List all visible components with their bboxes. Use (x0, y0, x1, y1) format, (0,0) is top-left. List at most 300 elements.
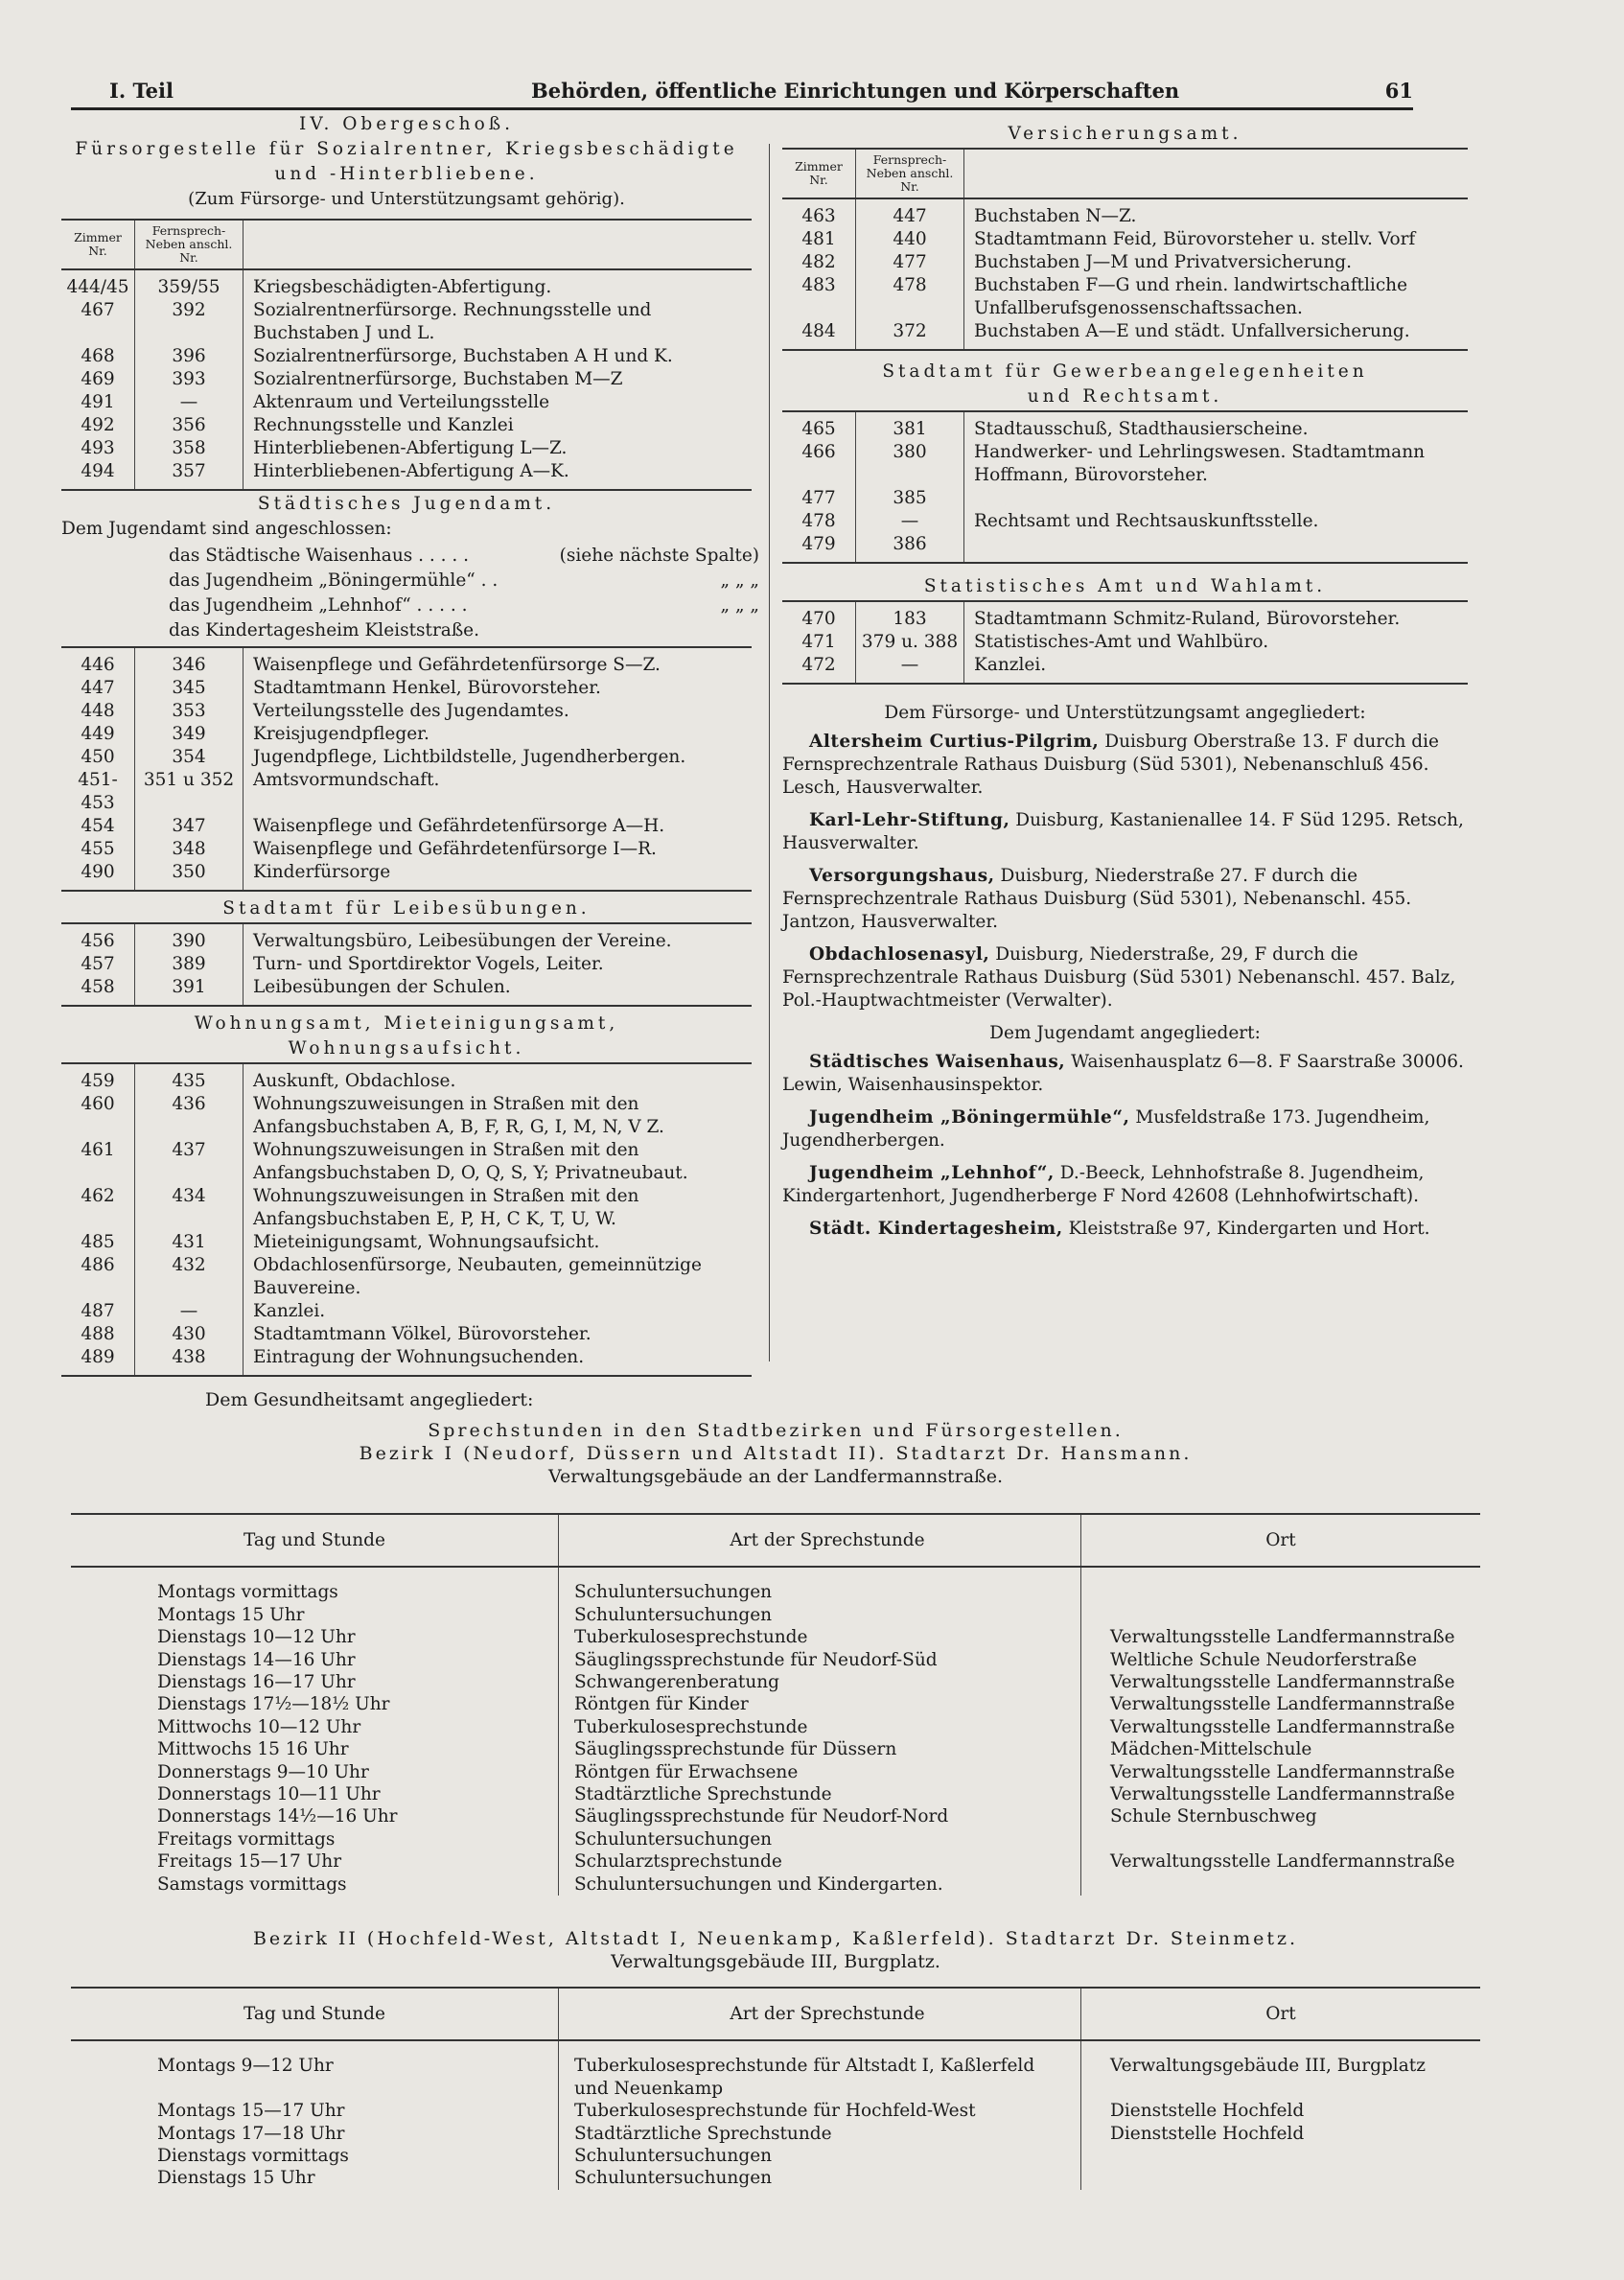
table-rule (782, 349, 1468, 351)
col-header-type: Art der Sprechstunde (559, 1514, 1081, 1567)
phone-extension: 353 (135, 700, 244, 723)
room-number: 461 (81, 1140, 115, 1160)
table-row (71, 1783, 1480, 1805)
table-row (61, 1139, 752, 1185)
type-cell: Schwangerenberatung (559, 1671, 1081, 1693)
phone-extension: 477 (856, 251, 964, 274)
room-table (782, 412, 1468, 562)
phone-extension: 357 (135, 460, 244, 489)
time-cell: Montags 15—17 Uhr (157, 2101, 345, 2122)
header-rule (71, 107, 1413, 110)
room-number: 450 (81, 747, 115, 767)
institution-details: Duisburg, Niederstraße 27. F durch die Fernsprechzentrale Rathaus Duisburg (Süd 5301), Nebenanschl. 455. Jantzon, Hausverwalter. (782, 866, 1412, 932)
time-cell: Freitags vormittags (157, 1828, 336, 1850)
time-cell: Mittwochs 10—12 Uhr (157, 1716, 361, 1737)
room-number: 487 (81, 1301, 115, 1321)
list-item (169, 570, 759, 593)
phone-extension: 372 (856, 320, 964, 349)
col-header-phone: Fernsprech-Neben anschl. Nr. (856, 149, 964, 198)
table-row (61, 414, 752, 437)
table-row (61, 437, 752, 460)
room-number: 486 (81, 1255, 115, 1275)
type-cell: Röntgen für Erwachsene (559, 1761, 1081, 1783)
type-cell: Schuluntersuchungen (559, 2167, 1081, 2189)
bezirk-1-building: Verwaltungsgebäude an der Landfermannstraße. (548, 1466, 1003, 1487)
institution-name: Versorgungshaus, (809, 866, 995, 886)
phone-extension: 438 (135, 1346, 244, 1375)
time-cell: Dienstags 10—12 Uhr (157, 1627, 356, 1648)
table-row (71, 1671, 1480, 1693)
phone-extension: 431 (135, 1231, 244, 1254)
room-number: 459 (81, 1071, 115, 1091)
health-section (71, 1388, 1480, 1488)
table-row (61, 368, 752, 391)
attached-list (167, 543, 761, 644)
room-description: Kriegsbeschädigten-Abfertigung. (253, 277, 552, 297)
type-cell: Tuberkulosesprechstunde für Hochfeld-West (559, 2100, 1081, 2122)
table-row (61, 1064, 752, 1093)
place-cell: Verwaltungsstelle Landfermannstraße (1081, 1716, 1481, 1738)
room-number: 469 (81, 369, 115, 389)
room-number: 466 (801, 442, 836, 462)
type-cell: Schuluntersuchungen (559, 1567, 1081, 1603)
room-description: Hinterbliebenen-Abfertigung A—K. (253, 461, 569, 481)
place-cell (1081, 2167, 1481, 2189)
room-number: 468 (81, 346, 115, 366)
institution-entry (782, 1106, 1468, 1152)
room-number: 482 (801, 252, 836, 272)
place-cell: Verwaltungsstelle Landfermannstraße (1081, 1626, 1481, 1648)
room-number: 447 (81, 678, 115, 698)
place-cell: Verwaltungsstelle Landfermannstraße (1081, 1783, 1481, 1805)
table-row (61, 269, 752, 299)
room-number: 471 (801, 632, 836, 652)
room-description: Obdachlosenfürsorge, Neubauten, gemeinnützige Bauvereine. (253, 1255, 702, 1298)
table-row (71, 1873, 1480, 1896)
place-cell: Dienststelle Hochfeld (1081, 2100, 1481, 2122)
room-description: Verwaltungsbüro, Leibesübungen der Vereine. (253, 931, 672, 951)
type-cell: Tuberkulosesprechstunde (559, 1626, 1081, 1648)
bezirk-2-title: Bezirk II (Hochfeld-West, Altstadt I, Neuenkamp, Kaßlerfeld). Stadtarzt Dr. Steinmetz. (252, 1928, 1299, 1949)
place-cell (1081, 2145, 1481, 2167)
section-title: Stadtamt für Leibesübungen. (222, 898, 591, 919)
type-cell: Tuberkulosesprechstunde (559, 1716, 1081, 1738)
place-cell: Verwaltungsstelle Landfermannstraße (1081, 1850, 1481, 1873)
phone-extension: 359/55 (135, 269, 244, 299)
table-row (61, 746, 752, 769)
room-description: Wohnungszuweisungen in Straßen mit den Anfangsbuchstaben A, B, F, R, G, I, M, N, V Z. (253, 1094, 664, 1137)
schedule-table-2 (71, 1987, 1480, 2190)
table-rule (782, 683, 1468, 685)
table-row (782, 320, 1468, 349)
col-header-time: Tag und Stunde (71, 1988, 559, 2040)
attached-note: „ „ „ (720, 595, 759, 616)
time-cell: Montags 15 Uhr (157, 1604, 305, 1625)
time-cell: Dienstags 16—17 Uhr (157, 1672, 356, 1693)
room-number: 448 (81, 701, 115, 721)
table-row (61, 769, 752, 815)
room-number: 489 (81, 1347, 115, 1367)
section-title: Versicherungsamt. (1008, 124, 1242, 144)
table-row (61, 815, 752, 838)
col-header-desc (244, 220, 753, 269)
time-cell: Dienstags 15 Uhr (157, 2168, 315, 2189)
table-row (71, 1828, 1480, 1850)
phone-extension: 447 (856, 198, 964, 228)
floor-title: IV. Obergeschoß. (299, 114, 514, 134)
room-description: Buchstaben A—E und städt. Unfallversicherung. (974, 321, 1410, 341)
part-label: I. Teil (109, 79, 174, 103)
room-number: 457 (81, 954, 115, 974)
table-row (61, 1300, 752, 1323)
section-title: Wohnungsamt, Mieteinigungsamt, (194, 1013, 619, 1034)
table-rule (61, 890, 752, 892)
table-row (61, 1346, 752, 1375)
time-cell: Freitags 15—17 Uhr (157, 1851, 342, 1873)
place-cell (1081, 1828, 1481, 1850)
phone-extension: 347 (135, 815, 244, 838)
room-number: 481 (801, 229, 836, 249)
attached-note (530, 619, 759, 642)
room-description: Kanzlei. (974, 655, 1047, 675)
attached-name: das Kindertagesheim Kleiststraße. (169, 620, 480, 640)
phone-extension: 440 (856, 228, 964, 251)
phone-extension: 386 (856, 533, 964, 562)
place-cell: Verwaltungsgebäude III, Burgplatz (1081, 2040, 1481, 2100)
phone-extension: — (856, 510, 964, 533)
attached-name: das Jugendheim „Lehnhof“ . . . . . (169, 595, 468, 616)
phone-extension: 381 (856, 412, 964, 441)
room-number: 451-453 (78, 770, 118, 813)
room-description: Waisenpflege und Gefährdetenfürsorge A—H. (253, 816, 665, 836)
room-description (964, 487, 1469, 510)
table-row (61, 648, 752, 677)
table-row (782, 510, 1468, 533)
room-description: Stadtamtmann Henkel, Bürovorsteher. (253, 678, 601, 698)
phone-extension: 392 (135, 299, 244, 345)
room-description: Auskunft, Obdachlose. (253, 1071, 456, 1091)
institution-entry (782, 1051, 1468, 1097)
table-row (71, 1626, 1480, 1648)
type-cell: Stadtärztliche Sprechstunde (559, 2123, 1081, 2145)
phone-extension: 396 (135, 345, 244, 368)
institution-details: Duisburg, Niederstraße, 29, F durch die Fernsprechzentrale Rathaus Duisburg (Süd 5301) Nebenanschl. 457. Balz, Pol.-Hauptwachtmeister (Verwalter). (782, 944, 1456, 1011)
place-cell: Dienststelle Hochfeld (1081, 2123, 1481, 2145)
table-row (71, 2167, 1480, 2189)
phone-extension: 391 (135, 976, 244, 1005)
section-title: Fürsorgestelle für Sozialrentner, Kriegsbeschädigte (75, 139, 738, 159)
institution-name: Jugendheim „Lehnhof“, (809, 1163, 1055, 1183)
institution-name: Altersheim Curtius-Pilgrim, (809, 732, 1100, 752)
institution-entry (782, 943, 1468, 1012)
room-table (61, 1064, 752, 1375)
room-description: Statistisches-Amt und Wahlbüro. (974, 632, 1269, 652)
time-cell: Mittwochs 15 16 Uhr (157, 1739, 349, 1760)
right-column (782, 121, 1468, 1250)
place-cell (1081, 1567, 1481, 1603)
table-row (782, 251, 1468, 274)
room-description: Handwerker- und Lehrlingswesen. Stadtamtmann Hoffmann, Bürovorsteher. (974, 442, 1426, 485)
table-row (61, 1323, 752, 1346)
table-row (782, 631, 1468, 654)
room-description: Eintragung der Wohnungsuchenden. (253, 1347, 585, 1367)
phone-extension: 436 (135, 1093, 244, 1139)
section-title: Städtisches Jugendamt. (257, 494, 556, 514)
table-row (782, 228, 1468, 251)
room-description (964, 533, 1469, 562)
table-rule (782, 562, 1468, 564)
room-description: Rechtsamt und Rechtsauskunftsstelle. (974, 511, 1319, 531)
room-table (61, 924, 752, 1005)
phone-extension: 478 (856, 274, 964, 320)
phone-extension: 437 (135, 1139, 244, 1185)
institution-name: Obdachlosenasyl, (809, 944, 990, 965)
attached-note: (siehe nächste Spalte) (559, 546, 759, 566)
phone-extension: 434 (135, 1185, 244, 1231)
table-row (71, 1567, 1480, 1603)
table-row (61, 460, 752, 489)
phone-extension: — (135, 391, 244, 414)
institution-details: Waisenhausplatz 6—8. F Saarstraße 30006. Lewin, Waisenhausinspektor. (782, 1052, 1464, 1095)
room-description: Stadtausschuß, Stadthausierscheine. (974, 419, 1309, 439)
time-cell: Dienstags 17½—18½ Uhr (157, 1694, 390, 1715)
type-cell: Tuberkulosesprechstunde für Altstadt I, Kaßlerfeld und Neuenkamp (559, 2040, 1081, 2100)
room-description: Kreisjugendpfleger. (253, 724, 429, 744)
room-table (782, 602, 1468, 683)
room-description: Jugendpflege, Lichtbildstelle, Jugendherbergen. (253, 747, 686, 767)
table-row (782, 654, 1468, 683)
gesund-intro: Dem Gesundheitsamt angegliedert: (205, 1389, 534, 1410)
institution-list (782, 731, 1468, 1012)
list-item (169, 619, 759, 642)
institution-entry (782, 865, 1468, 934)
table-row (61, 723, 752, 746)
room-number: 462 (81, 1186, 115, 1206)
table-row (782, 412, 1468, 441)
attached-intro: Dem Jugendamt sind angeschlossen: (61, 519, 392, 539)
room-number: 454 (81, 816, 115, 836)
room-description: Kanzlei. (253, 1301, 326, 1321)
institution-entry (782, 1162, 1468, 1208)
phone-extension: — (135, 1300, 244, 1323)
place-cell: Verwaltungsstelle Landfermannstraße (1081, 1671, 1481, 1693)
room-number: 490 (81, 862, 115, 882)
institution-name: Städt. Kindertagesheim, (809, 1219, 1063, 1239)
room-number: 485 (81, 1232, 115, 1252)
room-description: Waisenpflege und Gefährdetenfürsorge I—R. (253, 839, 657, 859)
table-row (782, 487, 1468, 510)
institution-entry (782, 1218, 1468, 1241)
phone-extension: 183 (856, 602, 964, 631)
col-header-place: Ort (1081, 1514, 1481, 1567)
bezirk-2-building: Verwaltungsgebäude III, Burgplatz. (611, 1951, 940, 1972)
phone-extension: — (856, 654, 964, 683)
table-row (61, 391, 752, 414)
table-row (61, 861, 752, 890)
phone-extension: 348 (135, 838, 244, 861)
column-divider (769, 144, 770, 1361)
table-row (782, 198, 1468, 228)
room-description: Sozialrentnerfürsorge, Buchstaben M—Z (253, 369, 623, 389)
table-row (61, 838, 752, 861)
type-cell: Stadtärztliche Sprechstunde (559, 1783, 1081, 1805)
phone-extension: 385 (856, 487, 964, 510)
time-cell: Donnerstags 9—10 Uhr (157, 1761, 369, 1782)
table-row (61, 1185, 752, 1231)
room-number: 492 (81, 415, 115, 435)
schedule-table-1 (71, 1513, 1480, 1896)
left-column (61, 111, 759, 1377)
table-row (61, 1254, 752, 1300)
place-cell: Verwaltungsstelle Landfermannstraße (1081, 1761, 1481, 1783)
institution-entry (782, 731, 1468, 800)
room-number: 478 (801, 511, 836, 531)
section-title: Stadtamt für Gewerbeangelegenheiten (882, 361, 1368, 382)
table-rule (61, 1375, 752, 1377)
room-table (782, 148, 1468, 349)
type-cell: Säuglingssprechstunde für Düssern (559, 1738, 1081, 1760)
room-number: 460 (81, 1094, 115, 1114)
room-description: Mieteinigungsamt, Wohnungsaufsicht. (253, 1232, 600, 1252)
col-header-phone: Fernsprech-Neben anschl. Nr. (135, 220, 244, 269)
room-description: Buchstaben N—Z. (974, 206, 1137, 226)
phone-extension: 346 (135, 648, 244, 677)
time-cell: Montags vormittags (157, 1582, 338, 1603)
time-cell: Donnerstags 14½—16 Uhr (157, 1806, 398, 1827)
room-number: 444/45 (66, 277, 129, 297)
type-cell: Schularztsprechstunde (559, 1850, 1081, 1873)
time-cell: Donnerstags 10—11 Uhr (157, 1784, 381, 1805)
room-number: 494 (81, 461, 115, 481)
list-item (169, 545, 759, 568)
bezirk-1-title: Bezirk I (Neudorf, Düssern und Altstadt II). Stadtarzt Dr. Hansmann. (359, 1443, 1193, 1464)
room-number: 483 (801, 275, 836, 295)
place-cell (1081, 1604, 1481, 1626)
institution-details: Kleiststraße 97, Kindergarten und Hort. (1068, 1219, 1430, 1239)
time-cell: Montags 17—18 Uhr (157, 2123, 345, 2144)
room-number: 491 (81, 392, 115, 412)
section-title: Statistisches Amt und Wahlamt. (923, 576, 1327, 596)
place-cell: Schule Sternbuschweg (1081, 1805, 1481, 1827)
room-description: Sozialrentnerfürsorge, Buchstaben A H und K. (253, 346, 673, 366)
jugend-intro: Dem Jugendamt angegliedert: (989, 1023, 1261, 1043)
room-description: Verteilungsstelle des Jugendamtes. (253, 701, 569, 721)
table-row (71, 1693, 1480, 1715)
room-description: Stadtamtmann Völkel, Bürovorsteher. (253, 1324, 592, 1344)
table-row (71, 2040, 1480, 2100)
fuersorge-intro: Dem Fürsorge- und Unterstützungsamt angegliedert: (884, 703, 1366, 723)
sprech-title: Sprechstunden in den Stadtbezirken und Fürsorgestellen. (428, 1420, 1124, 1441)
phone-extension: 354 (135, 746, 244, 769)
phone-extension: 350 (135, 861, 244, 890)
room-description: Buchstaben J—M und Privatversicherung. (974, 252, 1353, 272)
institution-details: Musfeldstraße 173. Jugendheim, Jugendherbergen. (782, 1107, 1430, 1151)
attached-note: „ „ „ (720, 570, 759, 591)
room-number: 463 (801, 206, 836, 226)
col-header-room: Zimmer Nr. (61, 220, 135, 269)
list-item (169, 594, 759, 617)
institution-entry (782, 809, 1468, 855)
phone-extension: 349 (135, 723, 244, 746)
room-table (61, 648, 752, 890)
institution-details: Duisburg, Kastanienallee 14. F Süd 1295. Retsch, Hausverwalter. (782, 810, 1464, 853)
section-title-line2: Wohnungsaufsicht. (288, 1038, 525, 1059)
attached-name: das Städtische Waisenhaus . . . . . (169, 546, 470, 566)
table-row (71, 2145, 1480, 2167)
phone-extension: 432 (135, 1254, 244, 1300)
room-description: Buchstaben F—G und rhein. landwirtschaftliche Unfallberufsgenossenschaftssachen. (974, 275, 1408, 318)
type-cell: Schuluntersuchungen und Kindergarten. (559, 1873, 1081, 1896)
time-cell: Dienstags 14—16 Uhr (157, 1649, 356, 1670)
col-header-room: Zimmer Nr. (782, 149, 856, 198)
table-row (71, 1604, 1480, 1626)
time-cell: Montags 9—12 Uhr (157, 2056, 334, 2077)
table-row (61, 924, 752, 953)
table-row (71, 1761, 1480, 1783)
room-number: 484 (801, 321, 836, 341)
phone-extension: 379 u. 388 (856, 631, 964, 654)
type-cell: Schuluntersuchungen (559, 1604, 1081, 1626)
room-description: Turn- und Sportdirektor Vogels, Leiter. (253, 954, 604, 974)
room-description: Leibesübungen der Schulen. (253, 977, 511, 997)
table-row (71, 1805, 1480, 1827)
place-cell (1081, 1873, 1481, 1896)
type-cell: Säuglingssprechstunde für Neudorf-Süd (559, 1649, 1081, 1671)
room-description: Sozialrentnerfürsorge. Rechnungsstelle und Buchstaben J und L. (253, 300, 652, 343)
table-row (782, 441, 1468, 487)
room-number: 493 (81, 438, 115, 458)
col-header-desc (964, 149, 1469, 198)
institution-details: D.-Beeck, Lehnhofstraße 8. Jugendheim, Kindergartenhort, Jugendherberge F Nord 42608 (Lehnhofwirtschaft). (782, 1163, 1425, 1206)
phone-extension: 356 (135, 414, 244, 437)
room-number: 458 (81, 977, 115, 997)
col-header-type: Art der Sprechstunde (559, 1988, 1081, 2040)
table-row (71, 1649, 1480, 1671)
type-cell: Schuluntersuchungen (559, 2145, 1081, 2167)
table-row (61, 345, 752, 368)
section-note: (Zum Fürsorge- und Unterstützungsamt gehörig). (188, 189, 625, 209)
room-description: Waisenpflege und Gefährdetenfürsorge S—Z. (253, 655, 661, 675)
institution-name: Städtisches Waisenhaus, (809, 1052, 1066, 1072)
room-description: Aktenraum und Verteilungsstelle (253, 392, 550, 412)
phone-extension: 345 (135, 677, 244, 700)
room-number: 446 (81, 655, 115, 675)
table-row (71, 2100, 1480, 2122)
room-description: Amtsvormundschaft. (253, 770, 440, 790)
room-table (61, 219, 752, 489)
phone-extension: 380 (856, 441, 964, 487)
section-title-line2: und -Hinterbliebene. (274, 164, 539, 184)
phone-extension: 358 (135, 437, 244, 460)
table-row (782, 274, 1468, 320)
table-row (61, 677, 752, 700)
room-number: 472 (801, 655, 836, 675)
table-row (71, 1716, 1480, 1738)
table-row (61, 1231, 752, 1254)
table-row (61, 700, 752, 723)
room-description: Rechnungsstelle und Kanzlei (253, 415, 514, 435)
time-cell: Dienstags vormittags (157, 2146, 349, 2167)
place-cell: Weltliche Schule Neudorferstraße (1081, 1649, 1481, 1671)
room-number: 465 (801, 419, 836, 439)
table-row (61, 953, 752, 976)
institution-name: Jugendheim „Böningermühle“, (809, 1107, 1130, 1128)
table-row (61, 1093, 752, 1139)
room-number: 449 (81, 724, 115, 744)
table-row (71, 1850, 1480, 1873)
phone-extension: 393 (135, 368, 244, 391)
room-number: 470 (801, 609, 836, 629)
